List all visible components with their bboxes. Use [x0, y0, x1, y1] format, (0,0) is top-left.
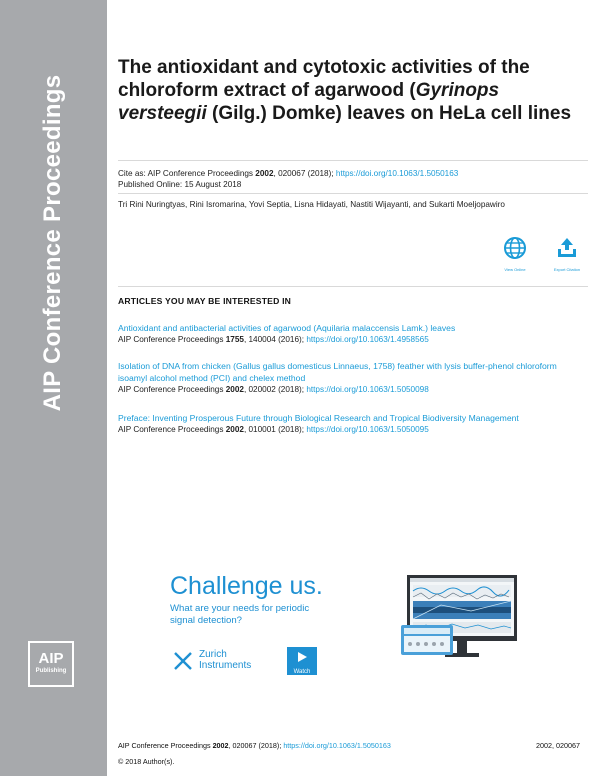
ref-volume: 2002 — [225, 385, 244, 394]
export-citation-label: Export Citation — [553, 267, 581, 272]
related-article-ref — [118, 384, 578, 396]
page-footer — [118, 741, 588, 750]
title-species: Gyrinops versteegii — [118, 80, 500, 124]
related-article-doi-link[interactable]: https://doi.org/10.1063/1.4958565 — [306, 335, 429, 344]
published-date: Published Online: 15 August 2018 — [118, 180, 242, 189]
related-article-doi-link[interactable]: https://doi.org/10.1063/1.5050098 — [306, 385, 429, 394]
ref-rest: , 140004 (2016); — [243, 335, 307, 344]
brand-line1: Zurich — [199, 649, 227, 660]
related-article-title-link[interactable]: Antioxidant and antibacterial activities of agarwood (Aquilaria malaccensis Lamk.) leaves — [118, 323, 456, 333]
globe-icon — [503, 236, 527, 260]
view-online-label: View Online — [504, 267, 526, 272]
divider — [118, 286, 588, 287]
related-article-item — [118, 322, 578, 346]
advertisement[interactable] — [165, 567, 455, 687]
related-article-item — [118, 412, 578, 436]
ad-subtext: What are your needs for periodic signal detection? — [170, 603, 310, 626]
footer-rest: , 020067 (2018); — [228, 741, 284, 750]
footer-volume: 2002 — [212, 741, 229, 750]
related-article-doi-link[interactable]: https://doi.org/10.1063/1.5050095 — [306, 425, 429, 434]
copyright — [118, 757, 588, 766]
ref-prefix: AIP Conference Proceedings — [118, 425, 226, 434]
ref-rest: , 020002 (2018); — [243, 385, 307, 394]
title-text-part1: The antioxidant and cytotoxic activities of the chloroform extract of agarwood ( — [118, 57, 530, 101]
related-articles-heading: ARTICLES YOU MAY BE INTERESTED IN — [118, 296, 292, 306]
aip-publishing-logo[interactable] — [28, 641, 74, 687]
paper-title — [118, 56, 588, 125]
citation-block — [118, 168, 588, 190]
brand-x-icon — [173, 651, 193, 671]
watch-label: Watch — [293, 669, 311, 675]
footer-citation — [118, 741, 588, 750]
related-article-ref — [118, 334, 578, 346]
journal-sidebar — [0, 0, 107, 776]
watch-video-button[interactable] — [287, 647, 317, 675]
monitor-illustration — [401, 575, 519, 661]
paper-doi-link[interactable]: https://doi.org/10.1063/1.5050163 — [335, 169, 459, 178]
brand-name — [199, 649, 251, 671]
divider — [118, 160, 588, 161]
export-citation-button[interactable] — [547, 236, 587, 272]
brand-line2: Instruments — [199, 660, 252, 671]
related-article-title-link[interactable]: Isolation of DNA from chicken (Gallus gallus domesticus Linnaeus, 1758) feather with lysis buffer-phenol chloroform isoamyl alcohol method (PCI) and chelex method — [118, 361, 557, 383]
ad-headline: Challenge us. — [170, 572, 323, 600]
ref-rest: , 010001 (2018); — [243, 425, 307, 434]
journal-name: AIP Conference Proceedings — [39, 74, 66, 412]
zurich-instruments-logo — [173, 649, 293, 675]
divider — [118, 193, 588, 194]
view-online-button[interactable] — [495, 236, 535, 272]
ref-volume: 2002 — [225, 425, 244, 434]
footer-prefix: AIP Conference Proceedings — [118, 741, 213, 750]
related-article-ref — [118, 424, 578, 436]
cite-label: Cite as: AIP Conference Proceedings — [118, 169, 256, 178]
author-list: Tri Rini Nuringtyas, Rini Isromarina, Yovi Septia, Lisna Hidayati, Nastiti Wijayanti, and Sukarti Moeljopawiro — [118, 200, 505, 209]
cite-rest: , 020067 (2018); — [273, 169, 336, 178]
ref-prefix: AIP Conference Proceedings — [118, 385, 226, 394]
title-text-part2: (Gilg.) Domke) leaves on HeLa cell lines — [206, 103, 572, 124]
cite-line — [118, 168, 588, 179]
play-icon — [296, 651, 308, 663]
cite-volume: 2002 — [255, 169, 274, 178]
ref-volume: 1755 — [225, 335, 244, 344]
footer-page-ref: 2002, 020067 — [536, 741, 580, 750]
logo-main-text: AIP — [38, 650, 64, 667]
footer-doi-link[interactable]: https://doi.org/10.1063/1.5050163 — [283, 741, 391, 750]
related-article-item — [118, 360, 578, 396]
export-icon — [555, 236, 579, 260]
copyright-text: © 2018 Author(s). — [118, 757, 175, 766]
logo-sub-text: Publishing — [35, 668, 67, 674]
related-article-title-link[interactable]: Preface: Inventing Prosperous Future through Biological Research and Tropical Biodiversity Management — [118, 413, 519, 423]
ref-prefix: AIP Conference Proceedings — [118, 335, 226, 344]
